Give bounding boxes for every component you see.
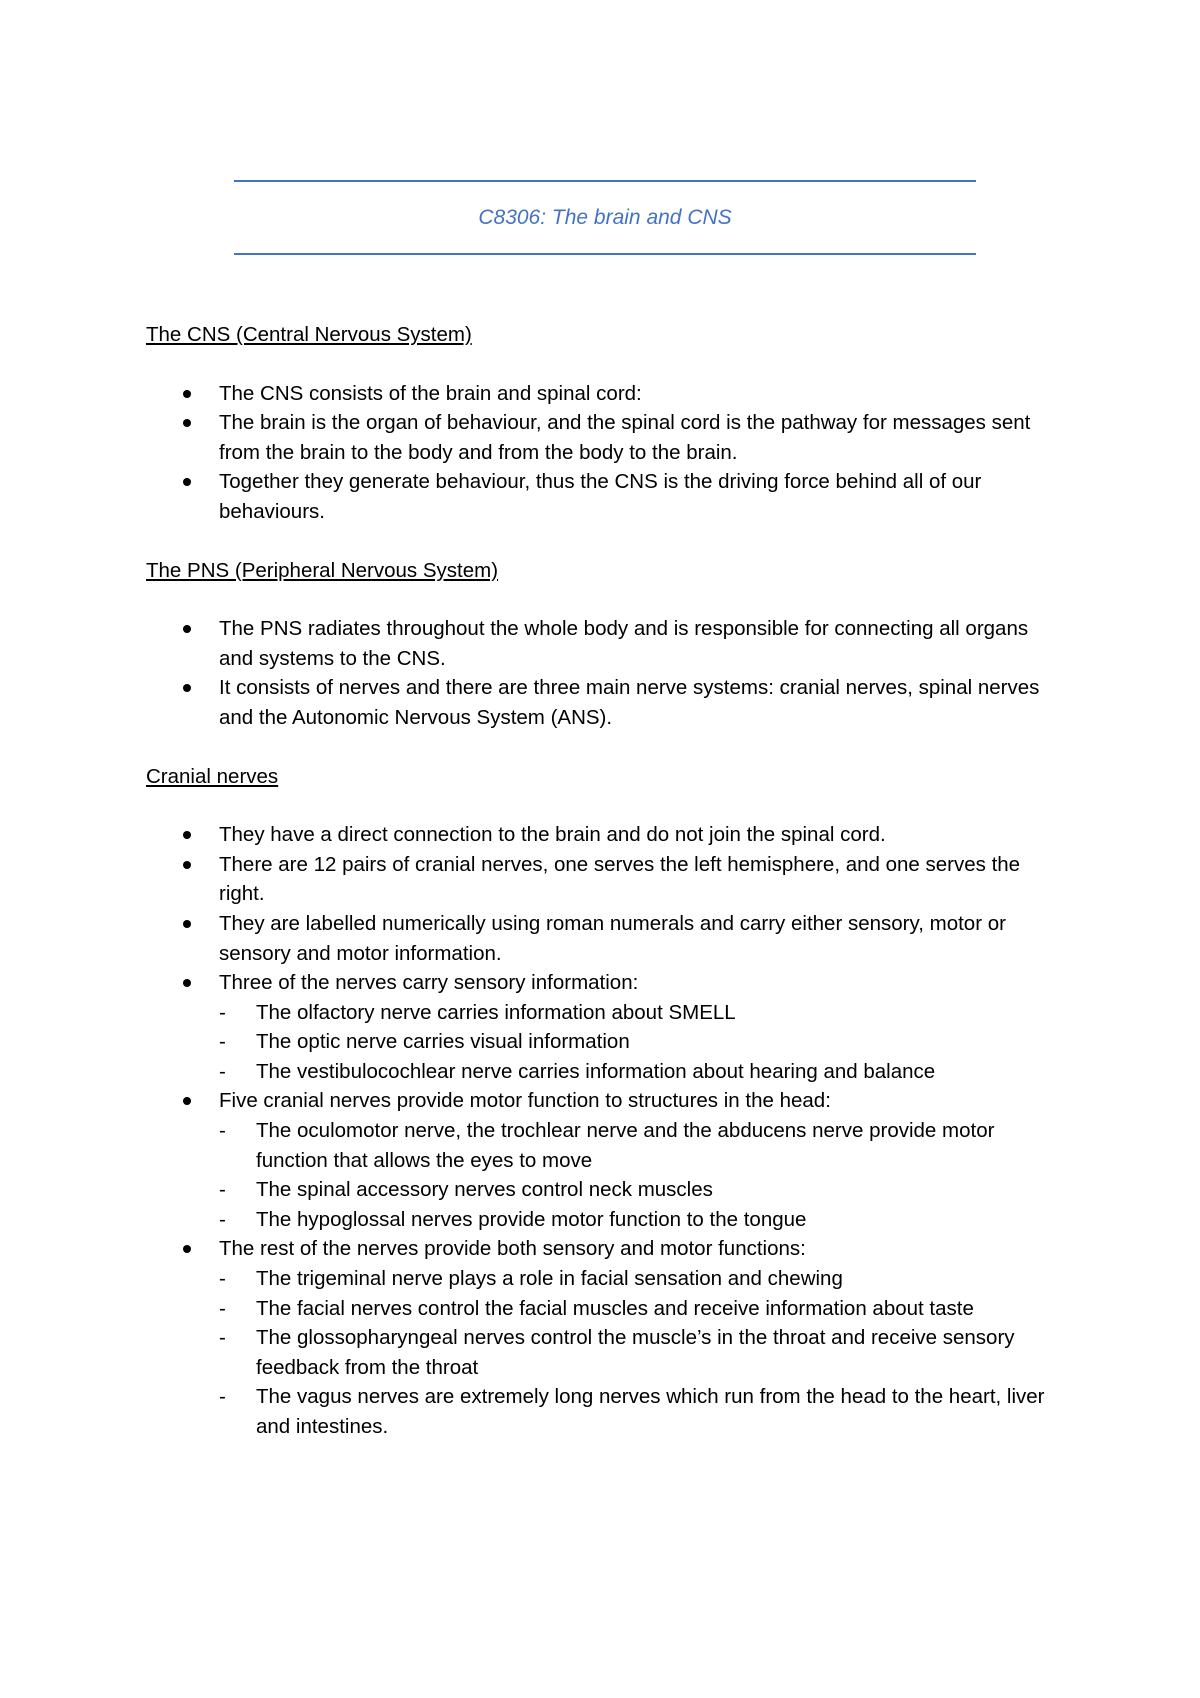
bullet-item <box>146 673 1066 732</box>
bullet-text: The CNS consists of the brain and spinal cord: <box>219 381 642 405</box>
sub-item-text: The vagus nerves are extremely long nerves which run from the head to the heart, liver and intestines. <box>256 1385 1045 1438</box>
title-top-rule <box>234 180 976 182</box>
sub-item <box>219 1382 1066 1441</box>
dash-icon: - <box>219 1207 226 1231</box>
dash-icon: - <box>219 1296 226 1320</box>
bullet-text: There are 12 pairs of cranial nerves, one serves the left hemisphere, and one serves the right. <box>219 852 1021 906</box>
bullet-icon <box>183 979 191 987</box>
sub-item <box>219 1205 1066 1235</box>
bullet-list <box>146 379 1066 527</box>
bullet-icon <box>183 920 191 928</box>
sub-item-text: The hypoglossal nerves provide motor function to the tongue <box>256 1207 807 1231</box>
bullet-item <box>146 408 1066 467</box>
bullet-text: It consists of nerves and there are three main nerve systems: cranial nerves, spinal nerves and the Autonomic Nervous System (ANS). <box>219 676 1040 729</box>
sub-item <box>219 1027 1066 1057</box>
sub-item <box>219 1323 1066 1382</box>
sub-list <box>219 1116 1066 1234</box>
dash-icon: - <box>219 1000 226 1024</box>
document-title: C8306: The brain and CNS <box>478 206 732 229</box>
bullet-item <box>146 467 1066 526</box>
sub-item <box>219 998 1066 1028</box>
bullet-item <box>146 379 1066 409</box>
bullet-text: They are labelled numerically using roman numerals and carry either sensory, motor or sensory and motor information. <box>219 911 1006 965</box>
bullet-text: Together they generate behaviour, thus the CNS is the driving force behind all of our behaviours. <box>219 470 982 523</box>
sub-item <box>219 1294 1066 1324</box>
sub-item <box>219 1116 1066 1175</box>
dash-icon: - <box>219 1059 226 1083</box>
bullet-icon <box>183 625 191 633</box>
sub-list <box>219 1264 1066 1442</box>
dash-icon: - <box>219 1267 226 1291</box>
bullet-list <box>146 820 1066 1441</box>
sub-item <box>219 1057 1066 1087</box>
sub-item-text: The oculomotor nerve, the trochlear nerve and the abducens nerve provide motor function that allows the eyes to move <box>256 1119 995 1172</box>
dash-icon: - <box>219 1030 226 1054</box>
bullet-item <box>146 850 1066 909</box>
bullet-text: The brain is the organ of behaviour, and the spinal cord is the pathway for messages sent from the brain to the body and from the body to the brain. <box>219 411 1031 464</box>
dash-icon: - <box>219 1326 226 1350</box>
sub-item-text: The glossopharyngeal nerves control the muscle’s in the throat and receive sensory feedback from the throat <box>256 1326 1015 1379</box>
sub-item-text: The trigeminal nerve plays a role in facial sensation and chewing <box>256 1267 843 1291</box>
sub-item-text: The optic nerve carries visual information <box>256 1030 630 1054</box>
document-body <box>146 320 1066 1471</box>
sub-item-text: The olfactory nerve carries information about SMELL <box>256 1000 736 1024</box>
bullet-icon <box>183 831 191 839</box>
bullet-list <box>146 614 1066 732</box>
sub-item-text: The facial nerves control the facial muscles and receive information about taste <box>256 1296 974 1320</box>
sub-list <box>219 998 1066 1087</box>
dash-icon: - <box>219 1178 226 1202</box>
title-bottom-rule <box>234 253 976 255</box>
title-block <box>234 180 976 255</box>
section <box>146 320 1066 527</box>
sub-item-text: The vestibulocochlear nerve carries information about hearing and balance <box>256 1059 936 1083</box>
sub-item <box>219 1175 1066 1205</box>
sub-item <box>219 1264 1066 1294</box>
bullet-icon <box>183 684 191 692</box>
dash-icon: - <box>219 1119 226 1143</box>
bullet-icon <box>183 1097 191 1105</box>
section <box>146 556 1066 733</box>
bullet-item <box>146 909 1066 968</box>
bullet-text: Five cranial nerves provide motor function to structures in the head: <box>219 1089 831 1113</box>
section-heading: Cranial nerves <box>146 764 279 788</box>
bullet-item <box>146 614 1066 673</box>
bullet-icon <box>183 1245 191 1253</box>
bullet-item <box>146 820 1066 850</box>
bullet-text: The rest of the nerves provide both sensory and motor functions: <box>219 1237 806 1261</box>
bullet-icon <box>183 861 191 869</box>
bullet-icon <box>183 390 191 398</box>
section <box>146 762 1066 1442</box>
bullet-text: They have a direct connection to the brain and do not join the spinal cord. <box>219 823 886 847</box>
bullet-item <box>146 1086 1066 1234</box>
bullet-item <box>146 1234 1066 1441</box>
sub-item-text: The spinal accessory nerves control neck muscles <box>256 1178 713 1202</box>
bullet-icon <box>183 419 191 427</box>
section-heading: The CNS (Central Nervous System) <box>146 323 472 346</box>
bullet-item <box>146 968 1066 1086</box>
bullet-icon <box>183 478 191 486</box>
bullet-text: Three of the nerves carry sensory information: <box>219 971 639 995</box>
bullet-text: The PNS radiates throughout the whole body and is responsible for connecting all organs and systems to the CNS. <box>219 617 1029 670</box>
section-heading: The PNS (Peripheral Nervous System) <box>146 558 499 582</box>
dash-icon: - <box>219 1385 226 1409</box>
